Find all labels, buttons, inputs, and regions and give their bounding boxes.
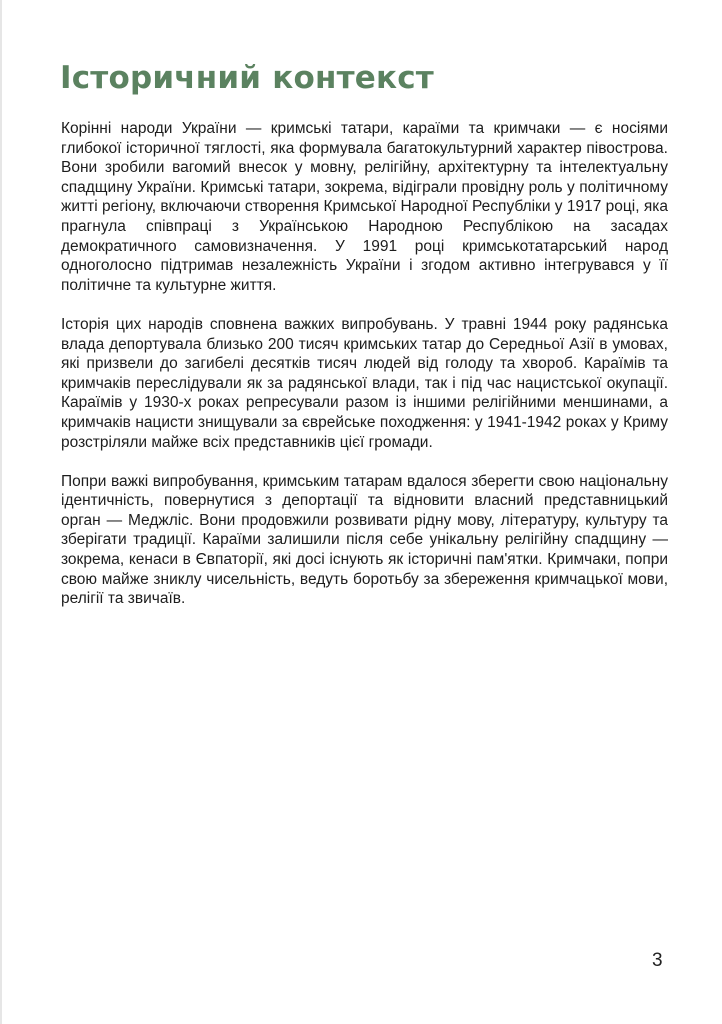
page-title: Історичний контекст [60,60,434,96]
body-text [61,119,668,628]
page-number: 3 [652,950,663,971]
paragraph-2: Історія цих народів сповнена важких випробувань. У травні 1944 року радянська влада депортувала близько 200 тисяч кримських татар до Середньої Азії в умовах, які призвели до загибелі десятків тисяч людей від голоду та хвороб. Караїмів та кримчаків переслідували як за радянської влади, так і під час нацистської окупації. Караїмів у 1930-х роках репресували разом із іншими релігійними меншинами, а кримчаків нацисти знищували за єврейське походження: у 1941-1942 роках у Криму розстріляли майже всіх представників цієї громади. [61,315,668,451]
paragraph-1: Корінні народи України — кримські татари, караїми та кримчаки — є носіями глибокої історичної тяглості, яка формувала багатокультурний характер півострова. Вони зробили вагомий внесок у мовну, релігійну, архітектурну та інтелектуальну спадщину України. Кримські татари, зокрема, відіграли провідну роль у політичному житті регіону, включаючи створення Кримської Народної Республіки у 1917 році, яка прагнула співпраці з Українською Народною Республікою на засадах демократичного самовизначення. У 1991 році кримськотатарський народ одноголосно підтримав незалежність України і згодом активно інтегрувався у її політичне та культурне життя. [61,120,668,294]
paragraph-3: Попри важкі випробування, кримським татарам вдалося зберегти свою національну ідентичність, повернутися з депортації та відновити власний представницький орган — Меджліс. Вони продовжили розвивати рідну мову, літературу, культуру та зберігати традиції. Караїми залишили після себе унікальну релігійну спадщину — зокрема, кенаси в Євпаторії, які досі існують як історичні пам'ятки. Кримчаки, попри свою майже зниклу чисельність, ведуть боротьбу за збереження кримчацької мови, релігії та звичаїв. [61,472,668,608]
